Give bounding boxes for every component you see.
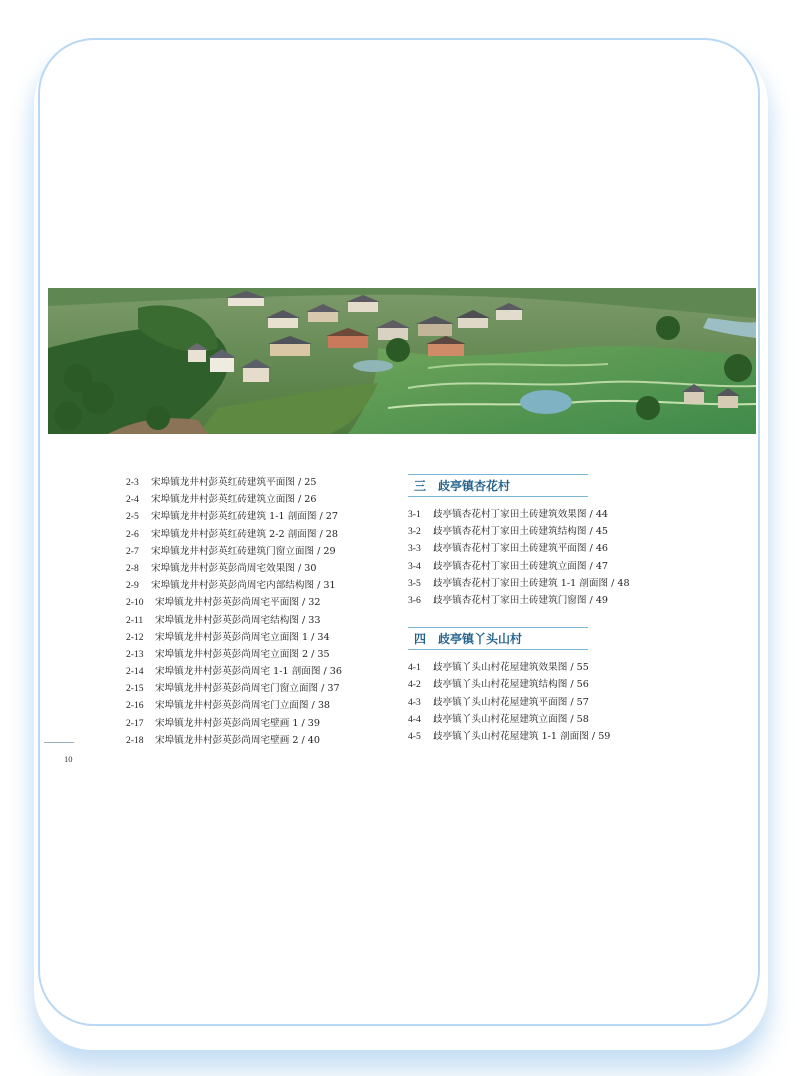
book-page [38, 38, 760, 1026]
entry-title: 歧亭镇丫头山村花屋建筑效果图 / 55 [433, 662, 589, 674]
entry-number: 2-9 [126, 580, 139, 592]
section-title: 歧亭镇杏花村 [438, 479, 511, 493]
folio-rule [44, 742, 74, 743]
entry-title: 歧亭镇丫头山村花屋建筑平面图 / 57 [433, 696, 589, 708]
contents-entry [408, 711, 728, 728]
section-entries [408, 659, 728, 745]
entry-number: 2-8 [126, 562, 139, 574]
contents-entry [126, 508, 416, 525]
contents-entry [408, 540, 728, 557]
contents-entry [126, 715, 416, 732]
contents-entry [408, 575, 728, 592]
contents-entry [126, 543, 416, 560]
section-number: 三 [414, 479, 427, 493]
contents-entry [126, 629, 416, 646]
entry-number: 2-10 [126, 597, 144, 609]
entry-number: 3-4 [408, 560, 421, 572]
entry-title: 宋埠镇龙井村彭英红砖建筑平面图 / 25 [151, 477, 317, 488]
entry-title: 宋埠镇龙井村彭英彭尚周宅壁画 2 / 40 [155, 734, 321, 746]
section-title: 歧亭镇丫头山村 [438, 632, 523, 647]
contents-entry [126, 526, 416, 543]
entry-number: 3-6 [408, 594, 421, 606]
contents-entry [126, 577, 416, 594]
entry-title: 宋埠镇龙井村彭英彭尚周宅门立面图 / 38 [155, 700, 331, 712]
entry-number: 2-18 [126, 734, 144, 746]
entry-number: 2-4 [126, 494, 139, 506]
contents-entry [408, 659, 728, 676]
entry-number: 2-12 [126, 631, 144, 643]
contents-entry [408, 676, 728, 693]
entry-title: 宋埠镇龙井村彭英彭尚周宅立面图 1 / 34 [155, 631, 330, 643]
contents-entry [408, 592, 728, 609]
entry-number: 2-15 [126, 683, 144, 695]
entry-number: 3-1 [408, 509, 421, 520]
village-aerial-photo [48, 288, 756, 434]
entry-number: 3-3 [408, 543, 421, 555]
entry-number: 2-11 [126, 614, 144, 626]
contents-entry [126, 697, 416, 714]
contents-entry [126, 612, 416, 629]
contents-entry [126, 646, 416, 663]
contents-entry [126, 560, 416, 577]
page-number: 10 [64, 754, 73, 764]
entry-number: 2-7 [126, 545, 139, 557]
section-heading [408, 474, 588, 497]
entry-number: 2-16 [126, 700, 144, 712]
contents-entry [126, 732, 416, 749]
entry-title: 宋埠镇龙井村彭英红砖建筑 2-2 剖面图 / 28 [151, 528, 338, 540]
entry-number: 2-14 [126, 666, 144, 678]
entry-number: 2-5 [126, 511, 139, 523]
contents-list-right [408, 474, 728, 763]
contents-entry [126, 663, 416, 680]
entry-number: 4-2 [408, 679, 421, 691]
contents-entry [126, 680, 416, 697]
contents-list-left [126, 474, 416, 749]
entry-title: 宋埠镇龙井村彭英彭尚周宅壁画 1 / 39 [155, 717, 321, 729]
section-entries [408, 506, 728, 609]
contents-entry [126, 491, 416, 508]
entry-title: 歧亭镇杏花村丁家田土砖建筑门窗图 / 49 [433, 594, 609, 606]
entry-number: 4-5 [408, 730, 421, 742]
contents-entry [408, 523, 728, 540]
entry-title: 宋埠镇龙井村彭英红砖建筑 1-1 剖面图 / 27 [151, 511, 338, 523]
entry-title: 宋埠镇龙井村彭英红砖建筑门窗立面图 / 29 [151, 545, 336, 557]
section-number: 四 [414, 632, 427, 647]
entry-title: 宋埠镇龙井村彭英彭尚周宅内部结构图 / 31 [151, 580, 336, 592]
contents-entry [126, 594, 416, 611]
entry-title: 歧亭镇丫头山村花屋建筑立面图 / 58 [433, 713, 589, 725]
entry-title: 歧亭镇杏花村丁家田土砖建筑 1-1 剖面图 / 48 [433, 577, 630, 589]
contents-entry [408, 728, 728, 745]
entry-title: 宋埠镇龙井村彭英红砖建筑立面图 / 26 [151, 494, 317, 506]
entry-number: 3-5 [408, 577, 421, 589]
entry-number: 2-6 [126, 528, 139, 540]
entry-number: 4-4 [408, 713, 421, 725]
entry-title: 歧亭镇杏花村丁家田土砖建筑结构图 / 45 [433, 526, 609, 538]
entry-number: 3-2 [408, 526, 421, 538]
entry-number: 4-1 [408, 662, 421, 674]
entry-number: 4-3 [408, 696, 421, 708]
entry-title: 宋埠镇龙井村彭英彭尚周宅立面图 2 / 35 [155, 648, 330, 660]
contents-entry [408, 506, 728, 523]
entry-title: 宋埠镇龙井村彭英彭尚周宅门窗立面图 / 37 [155, 683, 340, 695]
section-heading [408, 627, 588, 650]
entry-title: 宋埠镇龙井村彭英彭尚周宅 1-1 剖面图 / 36 [155, 666, 342, 678]
entry-number: 2-17 [126, 717, 144, 729]
entry-title: 宋埠镇龙井村彭英彭尚周宅结构图 / 33 [155, 614, 321, 626]
entry-title: 歧亭镇杏花村丁家田土砖建筑效果图 / 44 [433, 509, 609, 520]
entry-title: 宋埠镇龙井村彭英彭尚周宅平面图 / 32 [155, 597, 321, 609]
entry-title: 宋埠镇龙井村彭英彭尚周宅效果图 / 30 [151, 562, 317, 574]
contents-entry [126, 474, 416, 491]
entry-number: 2-3 [126, 477, 139, 488]
contents-entry [408, 694, 728, 711]
contents-entry [408, 558, 728, 575]
entry-title: 歧亭镇丫头山村花屋建筑 1-1 剖面图 / 59 [433, 730, 611, 742]
entry-number: 2-13 [126, 648, 144, 660]
entry-title: 歧亭镇杏花村丁家田土砖建筑立面图 / 47 [433, 560, 609, 572]
entry-title: 歧亭镇丫头山村花屋建筑结构图 / 56 [433, 679, 589, 691]
entry-title: 歧亭镇杏花村丁家田土砖建筑平面图 / 46 [433, 543, 609, 555]
